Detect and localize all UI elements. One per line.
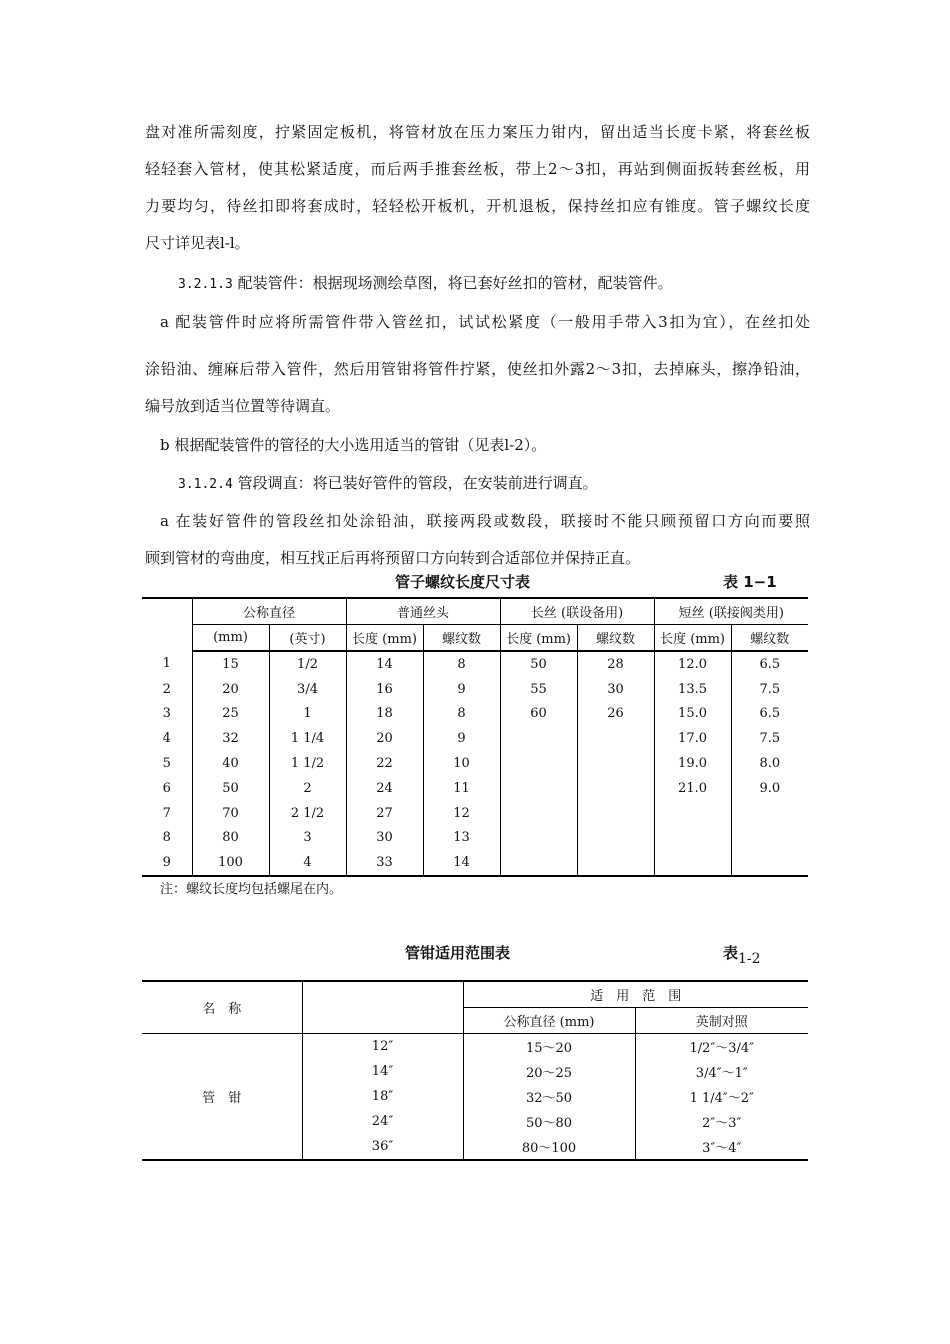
- table-cell: 6.5: [759, 706, 781, 722]
- table-cell: 16: [346, 677, 423, 702]
- table-cell: 14: [423, 850, 500, 876]
- table-cell: 100: [192, 850, 269, 876]
- subheader-cell: 英制对照: [635, 1008, 808, 1034]
- table-cell: 12: [423, 801, 500, 826]
- header-range-cell: 适 用 范 围: [463, 981, 808, 1008]
- table-cell: 20: [346, 726, 423, 751]
- step-b-line: b 根据配装管件的管径的大小选用适当的管钳（见表l-2）。: [160, 436, 547, 454]
- section-number: 3.1.2.4: [178, 477, 233, 492]
- table-cell: 24: [346, 776, 423, 801]
- table-cell: 10: [423, 751, 500, 776]
- table-row: [142, 1034, 808, 1060]
- step-a2-first-line: [160, 510, 810, 531]
- table-cell: 21.0: [654, 776, 731, 801]
- table-cell: 1 1/4: [269, 726, 346, 751]
- subheader-cell: (mm): [192, 625, 269, 652]
- subheader-cell: 公称直径 (mm): [463, 1008, 635, 1034]
- table-cell: [577, 726, 654, 751]
- table-cell: 22: [346, 751, 423, 776]
- table-row: [142, 751, 808, 776]
- table-cell: [654, 826, 731, 851]
- table-cell: 36″: [302, 1134, 463, 1160]
- table-cell: 25: [192, 702, 269, 727]
- header-size-cell: [302, 981, 463, 1034]
- table-cell: 13: [423, 826, 500, 851]
- table-cell: 24″: [302, 1109, 463, 1134]
- table-cell: 3″～4″: [635, 1134, 808, 1160]
- table-cell: 14″: [302, 1059, 463, 1084]
- table-cell: 1 1/4″～2″: [689, 1091, 754, 1106]
- text-line: a 配装管件时应将所需管件带入管丝扣，试试松紧度（一般用手带入3扣为宜），在丝扣处: [160, 313, 810, 331]
- table-cell: 30: [346, 826, 423, 851]
- subheader-cell: 螺纹数: [731, 625, 808, 652]
- table-cell: [577, 826, 654, 851]
- table-cell: [500, 751, 577, 776]
- thread-length-table: [142, 597, 808, 877]
- tool-name-cell: 管 钳: [142, 1034, 302, 1161]
- section-text: 管段调直：将已装好管件的管段，在安装前进行调直。: [237, 474, 598, 492]
- table-cell: 4: [142, 726, 192, 751]
- table-cell: [731, 801, 808, 826]
- table1-label: 表 1−1: [723, 573, 777, 591]
- table-cell: 20～25: [463, 1059, 635, 1084]
- table-cell: 7: [142, 801, 192, 826]
- table-cell: 6.5: [759, 656, 781, 672]
- table-cell: 5: [142, 751, 192, 776]
- table-cell: [731, 850, 808, 876]
- table-header-row: [142, 598, 808, 625]
- text-line: 涂铅油、缠麻后带入管件，然后用管钳将管件拧紧，使丝扣外露2～3扣，去掉麻头，擦净铅油，: [145, 360, 810, 378]
- table-cell: 32: [192, 726, 269, 751]
- table-cell: 2″～3″: [702, 1116, 742, 1131]
- step-a-first-line: [160, 311, 810, 332]
- table-cell: 50～80: [463, 1109, 635, 1134]
- header-group-cell: 短丝 (联接阀类用): [654, 598, 808, 625]
- table-cell: 12.0: [654, 651, 731, 677]
- section-number: 3.2.1.3: [178, 277, 233, 292]
- table-cell: 9: [423, 677, 500, 702]
- table-cell: 7.5: [759, 731, 781, 747]
- table2-label-sub: 1-2: [738, 951, 761, 967]
- text-line: 轻轻套入管材，使其松紧适度，而后两手推套丝板，带上2～3扣，再站到侧面扳转套丝板，用: [145, 160, 810, 178]
- table-cell: [577, 801, 654, 826]
- table-cell: 3/4: [269, 677, 346, 702]
- table-cell: 3/4″～1″: [695, 1066, 748, 1081]
- table-cell: 55: [500, 677, 577, 702]
- text-line: a 在装好管件的管段丝扣处涂铅油，联接两段或数段，联接时不能只顾预留口方向而要照: [160, 512, 810, 530]
- table-cell: 3: [142, 702, 192, 727]
- subheader-cell: 螺纹数: [577, 625, 654, 652]
- table-cell: 8: [423, 702, 500, 727]
- table-cell: 11: [423, 776, 500, 801]
- table-cell: 15～20: [463, 1034, 635, 1060]
- header-group-cell: 公称直径: [192, 598, 346, 625]
- table-cell: 30: [577, 677, 654, 702]
- table-cell: 80～100: [463, 1134, 635, 1160]
- table-cell: 28: [577, 651, 654, 677]
- table-cell: 9.0: [759, 780, 781, 796]
- table-cell: 15: [192, 651, 269, 677]
- subheader-cell: 长度 (mm): [500, 625, 577, 652]
- text-line: 力要均匀，待丝扣即将套成时，轻轻松开板机，开机退板，保持丝扣应有锥度。管子螺纹长度: [145, 197, 810, 215]
- table-cell: 8: [142, 826, 192, 851]
- table-cell: 2 1/2: [269, 801, 346, 826]
- text-line: 尺寸详见表l-l。: [145, 234, 250, 252]
- text-line: 编号放到适当位置等待调直。: [145, 397, 341, 415]
- table-cell: [654, 801, 731, 826]
- text-line: 盘对准所需刻度，拧紧固定板机，将管材放在压力案压力钳内，留出适当长度卡紧，将套丝板: [145, 123, 810, 141]
- table-cell: 27: [346, 801, 423, 826]
- table-cell: 13.5: [654, 677, 731, 702]
- table1-title: 管子螺纹长度尺寸表: [395, 573, 531, 591]
- table-cell: 1 1/2: [269, 751, 346, 776]
- table-cell: 6: [142, 776, 192, 801]
- table-cell: 26: [577, 702, 654, 727]
- table-row: [142, 702, 808, 727]
- table-cell: [500, 801, 577, 826]
- table-row: [142, 801, 808, 826]
- table-cell: 9: [142, 850, 192, 876]
- table-cell: 19.0: [654, 751, 731, 776]
- table-cell: [500, 850, 577, 876]
- pipe-wrench-table: [142, 980, 808, 1161]
- subheader-cell: (英寸): [269, 625, 346, 652]
- header-index-cell: [142, 598, 192, 651]
- subheader-cell: 长度 (mm): [654, 625, 731, 652]
- table-cell: 7.5: [759, 681, 781, 697]
- table-row: [142, 776, 808, 801]
- table-cell: 15.0: [654, 702, 731, 727]
- table-cell: [577, 850, 654, 876]
- subheader-cell: 长度 (mm): [346, 625, 423, 652]
- table-cell: 9: [423, 726, 500, 751]
- table-cell: 32～50: [463, 1084, 635, 1109]
- step-a2-second-line: 顾到管材的弯曲度，相互找正后再将预留口方向转到合适部位并保持正直。: [145, 549, 641, 567]
- intro-paragraph: [145, 114, 810, 262]
- table2-label-main: 表: [723, 944, 739, 962]
- table-cell: 18: [346, 702, 423, 727]
- table-cell: 50: [192, 776, 269, 801]
- table-cell: [500, 726, 577, 751]
- table-cell: 2: [269, 776, 346, 801]
- table2-title: 管钳适用范围表: [405, 944, 511, 962]
- table-cell: [577, 776, 654, 801]
- table-cell: 1/2″～3/4″: [689, 1041, 755, 1056]
- table-row: [142, 651, 808, 677]
- table-cell: 50: [500, 651, 577, 677]
- table-cell: [500, 776, 577, 801]
- table-cell: 1: [142, 651, 192, 677]
- table-cell: 1/2: [269, 651, 346, 677]
- table-subheader-row: [142, 625, 808, 652]
- table-cell: [577, 751, 654, 776]
- table-cell: 20: [192, 677, 269, 702]
- table-header-row: [142, 981, 808, 1008]
- table-cell: 4: [269, 850, 346, 876]
- section-text: 配装管件：根据现场测绘草图，将已套好丝扣的管材，配装管件。: [237, 274, 673, 292]
- table-cell: 8: [423, 651, 500, 677]
- table-cell: 18″: [302, 1084, 463, 1109]
- table-cell: 2: [142, 677, 192, 702]
- table2-label: [723, 942, 761, 967]
- subheader-cell: 螺纹数: [423, 625, 500, 652]
- header-name-cell: 名 称: [142, 981, 302, 1034]
- section-3-1-2-4: [178, 472, 598, 493]
- table-cell: 33: [346, 850, 423, 876]
- table-cell: 12″: [302, 1034, 463, 1060]
- table-row: [142, 677, 808, 702]
- step-a-paragraph: [145, 351, 810, 425]
- table-cell: 1: [269, 702, 346, 727]
- table-cell: [654, 850, 731, 876]
- table-cell: 3: [269, 826, 346, 851]
- table-cell: 14: [346, 651, 423, 677]
- table-cell: [731, 826, 808, 851]
- table-cell: 17.0: [654, 726, 731, 751]
- header-group-cell: 长丝 (联设备用): [500, 598, 654, 625]
- table-cell: 60: [500, 702, 577, 727]
- table-row: [142, 826, 808, 851]
- section-3-2-1-3: [178, 272, 673, 293]
- table-cell: 80: [192, 826, 269, 851]
- table1-note: 注：螺纹长度均包括螺尾在内。: [160, 882, 343, 897]
- table-row: [142, 850, 808, 876]
- header-group-cell: 普通丝头: [346, 598, 500, 625]
- table-cell: [500, 826, 577, 851]
- table-cell: 70: [192, 801, 269, 826]
- table-cell: 40: [192, 751, 269, 776]
- table-row: [142, 726, 808, 751]
- table-cell: 8.0: [759, 756, 781, 772]
